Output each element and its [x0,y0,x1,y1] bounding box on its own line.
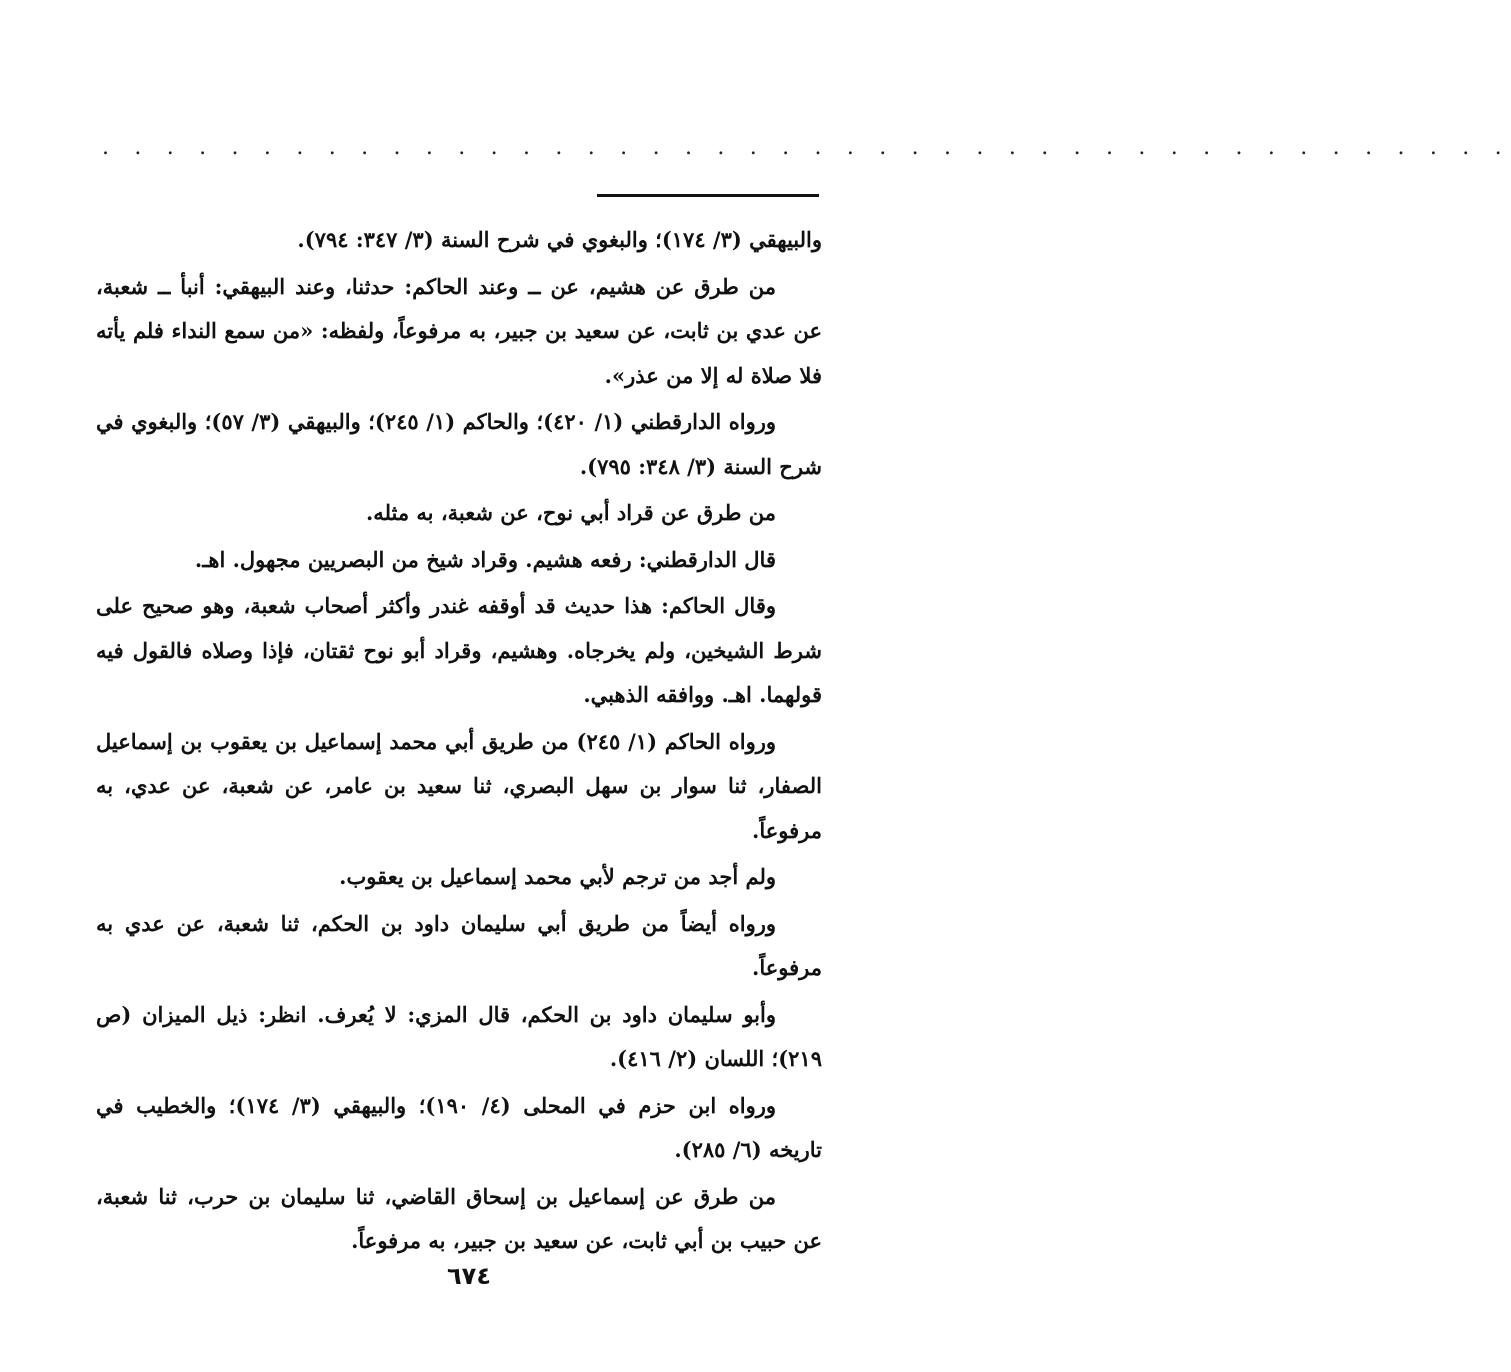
paragraph-8: ولم أجد من ترجم لأبي محمد إسماعيل بن يعقوب. [339,864,776,889]
paragraph-12: من طرق عن إسماعيل بن إسحاق القاضي، ثنا سليمان بن حرب، ثنا شعبة، عن حبيب بن أبي ثابت، عن سعيد بن جبير، به مرفوعاً. [96,1183,822,1253]
paragraph-1: والبيهقي (٣/ ١٧٤)؛ والبغوي في شرح السنة (٣/ ٣٤٧: ٧٩٤). [297,227,822,252]
paragraph-4: من طرق عن قراد أبي نوح، عن شعبة، به مثله. [366,500,776,525]
paragraph-9: ورواه أيضاً من طريق أبي سليمان داود بن الحكم، ثنا شعبة، عن عدي به مرفوعاً. [96,910,822,980]
paragraph-2: من طرق عن هشيم، عن ــ وعند الحاكم: حدثنا، وعند البيهقي: أنبأ ــ شعبة، عن عدي بن ثابت، عن سعيد بن جبير، به مرفوعاً، ولفظه: «من سمع النداء فلم يأته فلا صلاة له إلا من عذر». [96,273,822,388]
paragraph-11: ورواه ابن حزم في المحلى (٤/ ١٩٠)؛ والبيهقي (٣/ ١٧٤)؛ والخطيب في تاريخه (٦/ ٢٨٥). [96,1092,822,1162]
paragraph-10: وأبو سليمان داود بن الحكم، قال المزي: لا يُعرف. انظر: ذيل الميزان (ص ٢١٩)؛ اللسان (٢/ ٤١٦). [96,1001,822,1071]
footnote-rule [597,194,819,197]
paragraph-5: قال الدارقطني: رفعه هشيم. وقراد شيخ من البصريين مجهول. اهـ. [194,546,776,572]
paragraph-3: ورواه الدارقطني (١/ ٤٢٠)؛ والحاكم (١/ ٢٤٥)؛ والبيهقي (٣/ ٥٧)؛ والبغوي في شرح السنة (٣/ ٣٤٨: ٧٩٥). [96,409,822,479]
page-number: ٦٧٤ [447,1262,491,1290]
dotted-separator: . . . . . . . . . . . . . . . . . . . . . . . . . . . . . . . . . . . . . . . . . . . . [102,135,1511,160]
footnote-text-block [96,218,822,1266]
paragraph-7: ورواه الحاكم (١/ ٢٤٥) من طريق أبي محمد إسماعيل بن يعقوب بن إسماعيل الصفار، ثنا سوار بن سهل البصري، ثنا سعيد بن عامر، عن شعبة، عن عدي، به مرفوعاً. [96,728,822,843]
paragraph-6: وقال الحاكم: هذا حديث قد أوقفه غندر وأكثر أصحاب شعبة، وهو صحيح على شرط الشيخين، ولم يخرجاه. وهشيم، وقراد أبو نوح ثقتان، فإذا وصلاه فالقول فيه قولهما. اهـ. ووافقه الذهبي. [96,593,822,707]
